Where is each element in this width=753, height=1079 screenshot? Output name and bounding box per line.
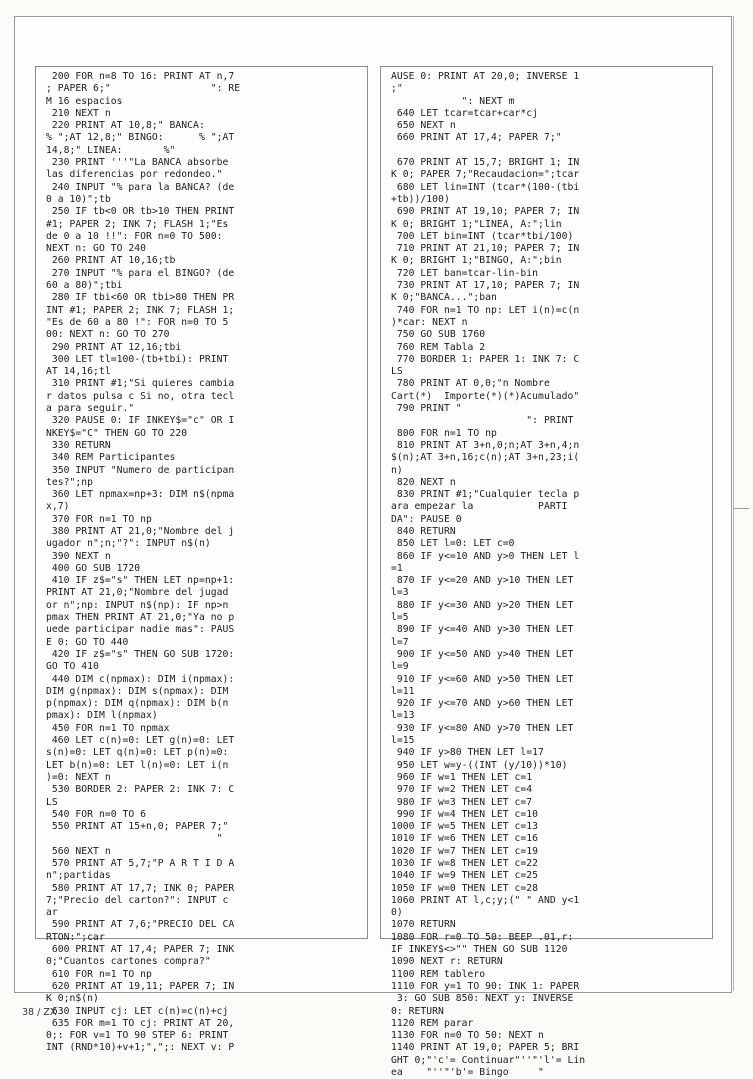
code-line: 0) <box>391 907 403 919</box>
code-line: )=0: NEXT n <box>46 771 111 783</box>
code-line: l=5 <box>391 612 409 624</box>
code-line: 240 INPUT "% para la BANCA? (de <box>46 181 235 193</box>
code-line: 690 PRINT AT 19,10; PAPER 7; IN <box>391 206 580 218</box>
code-line: 380 PRINT AT 21,0;"Nombre del j <box>46 525 235 537</box>
code-line: 1100 REM tablero <box>391 968 486 980</box>
code-line: 570 PRINT AT 5,7;"P A R T I D A <box>46 858 235 869</box>
code-line: 530 BORDER 2: PAPER 2: INK 7: C <box>46 784 235 796</box>
code-line: 590 PRINT AT 7,6;"PRECIO DEL CA <box>46 919 235 931</box>
code-line: 930 IF y<=80 AND y>70 THEN LET <box>391 722 574 734</box>
code-line: 1090 NEXT r: RETURN <box>391 956 503 968</box>
code-line: 60 a 80)";tbi <box>46 280 123 292</box>
code-line: K 0; BRIGHT 1;"LINEA, A:";lin <box>391 218 562 230</box>
code-line: IF INKEY$<>"" THEN GO SUB 1120 <box>391 944 568 956</box>
code-line: 960 IF w=1 THEN LET c=1 <box>391 771 533 783</box>
code-line: 230 PRINT '''"La BANCA absorbe <box>46 157 229 169</box>
code-line: 680 LET lin=INT (tcar*(100-(tbi <box>391 181 580 193</box>
code-line: a para seguir." <box>46 403 135 415</box>
code-line: 800 FOR n=1 TO np <box>391 427 497 439</box>
code-line: 610 FOR n=1 TO np <box>46 968 152 980</box>
code-line: )*car: NEXT n <box>391 316 468 328</box>
page-number-folio: 38 / ZX <box>22 1007 57 1018</box>
basic-listing-right <box>391 71 708 1079</box>
code-line: AT 14,16;tl <box>46 366 111 378</box>
spine-mark <box>733 508 749 509</box>
code-line: 330 RETURN <box>46 439 111 451</box>
code-line: 1040 IF w=9 THEN LET c=25 <box>391 870 539 882</box>
code-line: 1110 FOR y=1 TO 90: INK 1: PAPER <box>391 980 580 992</box>
code-line: ar <box>46 907 58 919</box>
code-line: 340 REM Participantes <box>46 452 176 464</box>
code-line: 320 PAUSE 0: IF INKEY$="c" OR I <box>46 415 235 427</box>
code-line: de 0 a 10 !!": FOR n=0 TO 500: <box>46 230 223 242</box>
code-line: K 0;"BANCA...";ban <box>391 292 497 304</box>
code-line: 970 IF w=2 THEN LET c=4 <box>391 784 533 796</box>
code-line: 990 IF w=4 THEN LET c=10 <box>391 808 539 820</box>
code-line: 250 IF tb<0 OR tb>10 THEN PRINT <box>46 206 235 218</box>
code-line: 310 PRINT #1;"Si quieres cambia <box>46 378 235 390</box>
code-line: 360 LET npmax=np+3: DIM n$(npma <box>46 489 235 501</box>
code-line: 460 LET c(n)=0: LET g(n)=0: LET <box>46 735 235 747</box>
code-line: 620 PRINT AT 19,11; PAPER 7; IN <box>46 980 235 992</box>
code-line: 7;"Precio del carton?": INPUT c <box>46 894 229 906</box>
code-line: AUSE 0: PRINT AT 20,0; INVERSE 1 <box>391 71 580 82</box>
code-line: Cart(*) Importe(*)(*)Acumulado" <box>391 390 580 402</box>
code-line: 210 NEXT n <box>46 107 111 119</box>
code-line: 700 LET bin=INT (tcar*tbi/100) <box>391 230 574 242</box>
code-line: INT #1; PAPER 2; INK 7; FLASH 1; <box>46 304 235 316</box>
code-line: 370 FOR n=1 TO np <box>46 513 152 525</box>
code-line: pmax THEN PRINT AT 21,0;"Ya no p <box>46 612 235 624</box>
code-line: 880 IF y<=30 AND y>20 THEN LET <box>391 599 574 611</box>
code-line: 710 PRINT AT 21,10; PAPER 7; IN <box>391 243 580 255</box>
code-line: 950 LET w=y-((INT (y/10))*10) <box>391 759 568 771</box>
code-line: 1140 PRINT AT 19,0; PAPER 5; BRI <box>391 1042 580 1054</box>
code-line: 560 NEXT n <box>46 845 111 857</box>
code-line: DA": PAUSE 0 <box>391 513 462 525</box>
code-line: 1010 IF w=6 THEN LET c=16 <box>391 833 539 845</box>
code-line: 600 PRINT AT 17,4; PAPER 7; INK <box>46 944 235 956</box>
code-line: 940 IF y>80 THEN LET l=17 <box>391 747 544 759</box>
code-line: l=11 <box>391 685 415 697</box>
code-line: =1 <box>391 562 403 574</box>
code-line: 410 IF z$="s" THEN LET np=np+1: <box>46 575 235 587</box>
code-line: l=9 <box>391 661 409 673</box>
code-line: x,7) <box>46 501 70 513</box>
code-line: r datos pulsa c Si no, otra tecl <box>46 390 235 402</box>
code-line: LS <box>391 366 403 378</box>
code-line: l=13 <box>391 710 415 722</box>
code-line: 580 PRINT AT 17,7; INK 0; PAPER <box>46 882 235 894</box>
code-line: 1000 IF w=5 THEN LET c=13 <box>391 821 539 833</box>
code-line: 540 FOR n=0 TO 6 <box>46 808 147 820</box>
code-line: 920 IF y<=70 AND y>60 THEN LET <box>391 698 574 710</box>
code-line: " <box>46 833 223 845</box>
code-line: 870 IF y<=20 AND y>10 THEN LET <box>391 575 574 587</box>
code-line: uede participar nadie mas": PAUS <box>46 624 235 636</box>
code-line: las diferencias por redondeo." <box>46 169 223 181</box>
code-line: ea "''"'b'= Bingo " <box>391 1067 544 1079</box>
code-line: 1130 FOR n=0 TO 50: NEXT n <box>391 1030 544 1042</box>
code-line: 390 NEXT n <box>46 550 111 562</box>
code-line: 420 IF z$="s" THEN GO SUB 1720: <box>46 648 235 660</box>
code-line: 720 LET ban=tcar-lin-bin <box>391 267 539 279</box>
code-line: RTON:";car <box>46 931 105 943</box>
code-line: % ";AT 12,8;" BINGO: % ";AT <box>46 132 235 144</box>
code-line: GO TO 410 <box>46 661 99 673</box>
code-line: 730 PRINT AT 17,10; PAPER 7; IN <box>391 280 580 292</box>
code-line: 200 FOR n=8 TO 16: PRINT AT n,7 <box>46 71 235 82</box>
code-line: GHT 0;"'c'= Continuar"''"'l'= Lin <box>391 1054 586 1066</box>
code-line: INT (RND*10)+v+1;",";: NEXT v: P <box>46 1042 235 1054</box>
code-line: 00: NEXT n: GO TO 270 <box>46 329 170 341</box>
code-line: 1050 IF w=0 THEN LET c=28 <box>391 882 539 894</box>
code-line: 3: GO SUB 850: NEXT y: INVERSE <box>391 993 574 1005</box>
code-line: "Es de 60 a 80 !": FOR n=0 TO 5 <box>46 316 229 328</box>
code-line: l=7 <box>391 636 409 648</box>
code-line: LET b(n)=0: LET l(n)=0: LET i(n <box>46 759 229 771</box>
page-spine <box>733 16 748 991</box>
code-line: 350 INPUT "Numero de participan <box>46 464 235 476</box>
code-line: 220 PRINT AT 10,8;" BANCA: <box>46 120 205 132</box>
code-listing-right-column <box>380 66 713 1079</box>
code-line: 650 NEXT n <box>391 120 456 132</box>
code-line: 1030 IF w=8 THEN LET c=22 <box>391 858 539 869</box>
code-line: 635 FOR m=1 TO cj: PRINT AT 20, <box>46 1017 235 1029</box>
code-line: 0: RETURN <box>391 1005 444 1017</box>
code-line: PRINT AT 21,0;"Nombre del jugad <box>46 587 229 599</box>
code-line: n) <box>391 464 403 476</box>
code-line: 270 INPUT "% para el BINGO? (de <box>46 267 235 279</box>
code-line: 760 REM Tabla 2 <box>391 341 486 353</box>
code-line: 1060 PRINT AT l,c;y;(" " AND y<1 <box>391 894 580 906</box>
basic-listing-left <box>46 71 363 1055</box>
code-line: K 0; PAPER 7;"Recaudacion=";tcar <box>391 169 580 181</box>
code-line: 790 PRINT " <box>391 403 462 415</box>
code-line: 860 IF y<=10 AND y>0 THEN LET l <box>391 550 580 562</box>
code-line: 750 GO SUB 1760 <box>391 329 486 341</box>
code-line: 1120 REM parar <box>391 1017 474 1029</box>
code-line: ": PRINT <box>391 415 574 427</box>
code-line: tes?";np <box>46 476 94 488</box>
code-line: 850 LET l=0: LET c=0 <box>391 538 515 550</box>
code-line: ; PAPER 6;" ": RE <box>46 83 241 95</box>
code-line: l=3 <box>391 587 409 599</box>
code-line: 770 BORDER 1: PAPER 1: INK 7: C <box>391 353 580 365</box>
code-line: 0;"Cuantos cartones compra?" <box>46 956 211 968</box>
code-line: 900 IF y<=50 AND y>40 THEN LET <box>391 648 574 660</box>
code-line: 630 INPUT cj: LET c(n)=c(n)+cj <box>46 1005 229 1017</box>
code-line: ;" <box>391 83 586 95</box>
code-line: or n";np: INPUT n$(np): IF np>n <box>46 599 229 611</box>
code-line: LS <box>46 796 58 808</box>
code-line: 1020 IF w=7 THEN LET c=19 <box>391 845 539 857</box>
code-line: 830 PRINT #1;"Cualquier tecla p <box>391 489 580 501</box>
code-line: ugador n";n;"?": INPUT n$(n) <box>46 538 211 550</box>
code-line: p(npmax): DIM q(npmax): DIM b(n <box>46 698 229 710</box>
code-line: E 0: GO TO 440 <box>46 636 129 648</box>
code-line: 910 IF y<=60 AND y>50 THEN LET <box>391 673 574 685</box>
code-line: 780 PRINT AT 0,0;"n Nombre <box>391 378 550 390</box>
code-line: +tb))/100) <box>391 193 450 205</box>
code-line: 1070 RETURN <box>391 919 456 931</box>
code-line <box>391 145 708 157</box>
code-line: #1; PAPER 2; INK 7; FLASH 1;"Es <box>46 218 229 230</box>
code-line: 670 PRINT AT 15,7; BRIGHT 1; IN <box>391 157 580 169</box>
code-line: 820 NEXT n <box>391 476 456 488</box>
code-line: 640 LET tcar=tcar+car*cj <box>391 107 539 119</box>
code-line: 840 RETURN <box>391 525 456 537</box>
code-line: M 16 espacios <box>46 95 123 107</box>
code-line: n";partidas <box>46 870 111 882</box>
code-line: 0;: FOR v=1 TO 90 STEP 6: PRINT <box>46 1030 229 1042</box>
code-line: 280 IF tbi<60 OR tbi>80 THEN PR <box>46 292 235 304</box>
code-line: 1080 FOR r=0 TO 50: BEEP .01,r: <box>391 931 574 943</box>
code-line: 550 PRINT AT 15+n,0; PAPER 7;" <box>46 821 229 833</box>
code-line: $(n);AT 3+n,16;c(n);AT 3+n,23;i( <box>391 452 580 464</box>
code-line: l=15 <box>391 735 415 747</box>
code-line: 890 IF y<=40 AND y>30 THEN LET <box>391 624 574 636</box>
code-line: 450 FOR n=1 TO npmax <box>46 722 170 734</box>
code-line: 290 PRINT AT 12,16;tbi <box>46 341 182 353</box>
code-line: NEXT n: GO TO 240 <box>46 243 147 255</box>
code-line: pmax): DIM l(npmax) <box>46 710 158 722</box>
code-line: K 0;n$(n) <box>46 993 99 1005</box>
code-line: 400 GO SUB 1720 <box>46 562 141 574</box>
code-line: s(n)=0: LET q(n)=0: LET p(n)=0: <box>46 747 229 759</box>
code-line: 0 a 10)";tb <box>46 193 111 205</box>
code-line: 300 LET tl=100-(tb+tbi): PRINT <box>46 353 229 365</box>
code-line: NKEY$="C" THEN GO TO 220 <box>46 427 188 439</box>
code-line: 260 PRINT AT 10,16;tb <box>46 255 176 267</box>
code-line: 14,8;" LINEA: %" <box>46 144 176 156</box>
code-line: 440 DIM c(npmax): DIM i(npmax): <box>46 673 235 685</box>
code-line: 660 PRINT AT 17,4; PAPER 7;" <box>391 132 562 144</box>
code-line: 810 PRINT AT 3+n,0;n;AT 3+n,4;n <box>391 439 580 451</box>
code-line: K 0; BRIGHT 1;"BINGO, A:";bin <box>391 255 562 267</box>
code-line: ara empezar la PARTI <box>391 501 568 513</box>
code-line: 740 FOR n=1 TO np: LET i(n)=c(n <box>391 304 580 316</box>
code-line: 980 IF w=3 THEN LET c=7 <box>391 796 533 808</box>
code-line: ": NEXT m <box>391 95 515 107</box>
code-line: DIM g(npmax): DIM s(npmax): DIM <box>46 685 229 697</box>
